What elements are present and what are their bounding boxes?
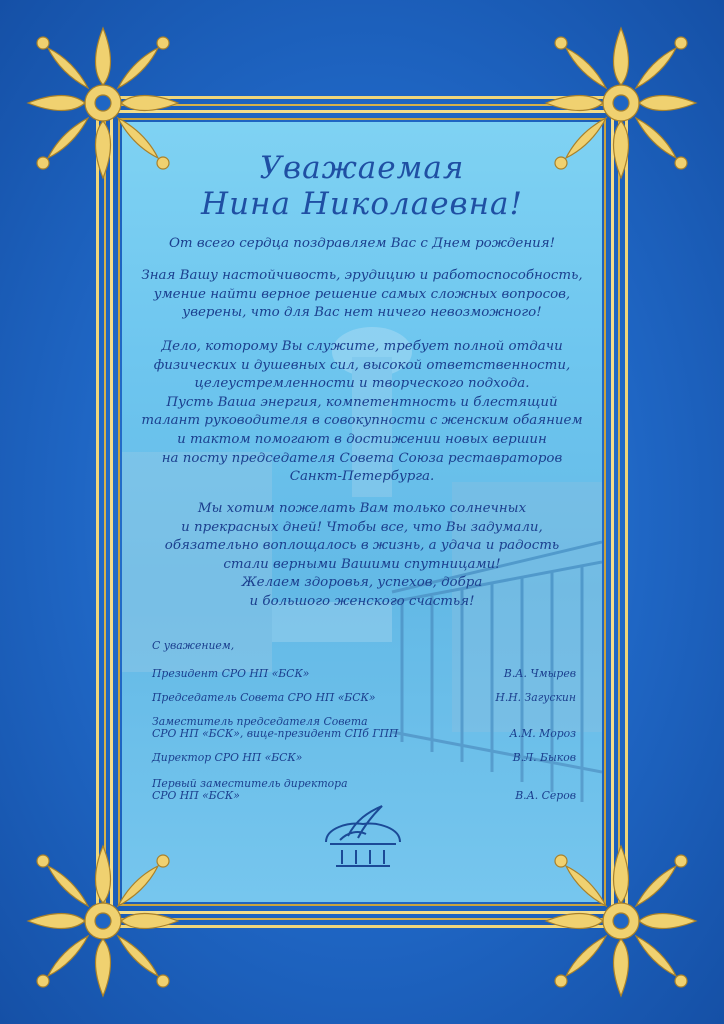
text-line: физических и душевных сил, высокой ответственности, [153,357,571,373]
greeting-text: С уважением, [152,639,235,652]
signature-title: Президент СРО НП «БСК» [152,667,310,680]
gold-ornament-icon [536,836,706,1006]
text-line: Пусть Ваша энергия, компетентность и блестящий [166,394,558,410]
text-line: на посту председателя Совета Союза реставраторов [161,450,563,466]
text-line: и прекрасных дней! Чтобы все, что Вы задумали, [181,519,543,535]
signature-name: В.А. Чмырев [503,667,576,680]
paragraph-2 [138,267,586,323]
text-line: Санкт-Петербурга. [289,469,435,485]
signature-title: Первый заместитель директора [152,777,348,790]
signature-title: Заместитель председателя Совета [152,715,368,728]
gold-ornament-icon [18,836,188,1006]
text-line: целеустремленности и творческого подхода. [194,376,530,392]
text-line: От всего сердца поздравляем Вас с Днем рождения! [168,236,556,251]
signature-name: А.М. Мороз [509,727,576,740]
text-line: Мы хотим пожелать Вам только солнечных [197,501,527,516]
text-line: Зная Вашу настойчивость, эрудицию и работоспособность, [141,268,583,283]
text-line: обязательно воплощалось в жизнь, а удача и радость [164,538,560,554]
title-line-1: Уважаемая [259,150,465,186]
signature-title: Директор СРО НП «БСК» [152,751,303,764]
signature-name: В.А. Серов [515,789,576,802]
text-line: уверены, что для Вас нет ничего невозможного! [182,305,542,321]
text-line: Желаем здоровья, успехов, добра [241,575,483,591]
signature-title: СРО НП «БСК», вице-президент СПб ГПП [152,727,399,740]
paragraph-3 [138,338,586,487]
text-line: Дело, которому Вы служите, требует полной отдачи [161,339,563,354]
paragraph-greeting [138,235,586,254]
signature-name: В.Л. Быков [512,751,576,764]
signature-name: Н.Н. Загускин [495,691,576,704]
signature-title: Председатель Совета СРО НП «БСК» [152,691,376,704]
text-line: умение найти верное решение самых сложных вопросов, [153,286,571,302]
title-line-2: Нина Николаевна! [201,186,523,222]
paragraph-4 [138,500,586,612]
text-line: стали верными Вашими спутницами! [223,556,501,572]
text-line: и большого женского счастья! [249,593,475,609]
text-line: и тактом помогают в достижении новых вершин [177,431,547,447]
signature-title: СРО НП «БСК» [152,789,240,802]
text-line: талант руководителя в совокупности с женским обаянием [141,413,583,429]
column-quill-logo-icon [318,800,408,872]
